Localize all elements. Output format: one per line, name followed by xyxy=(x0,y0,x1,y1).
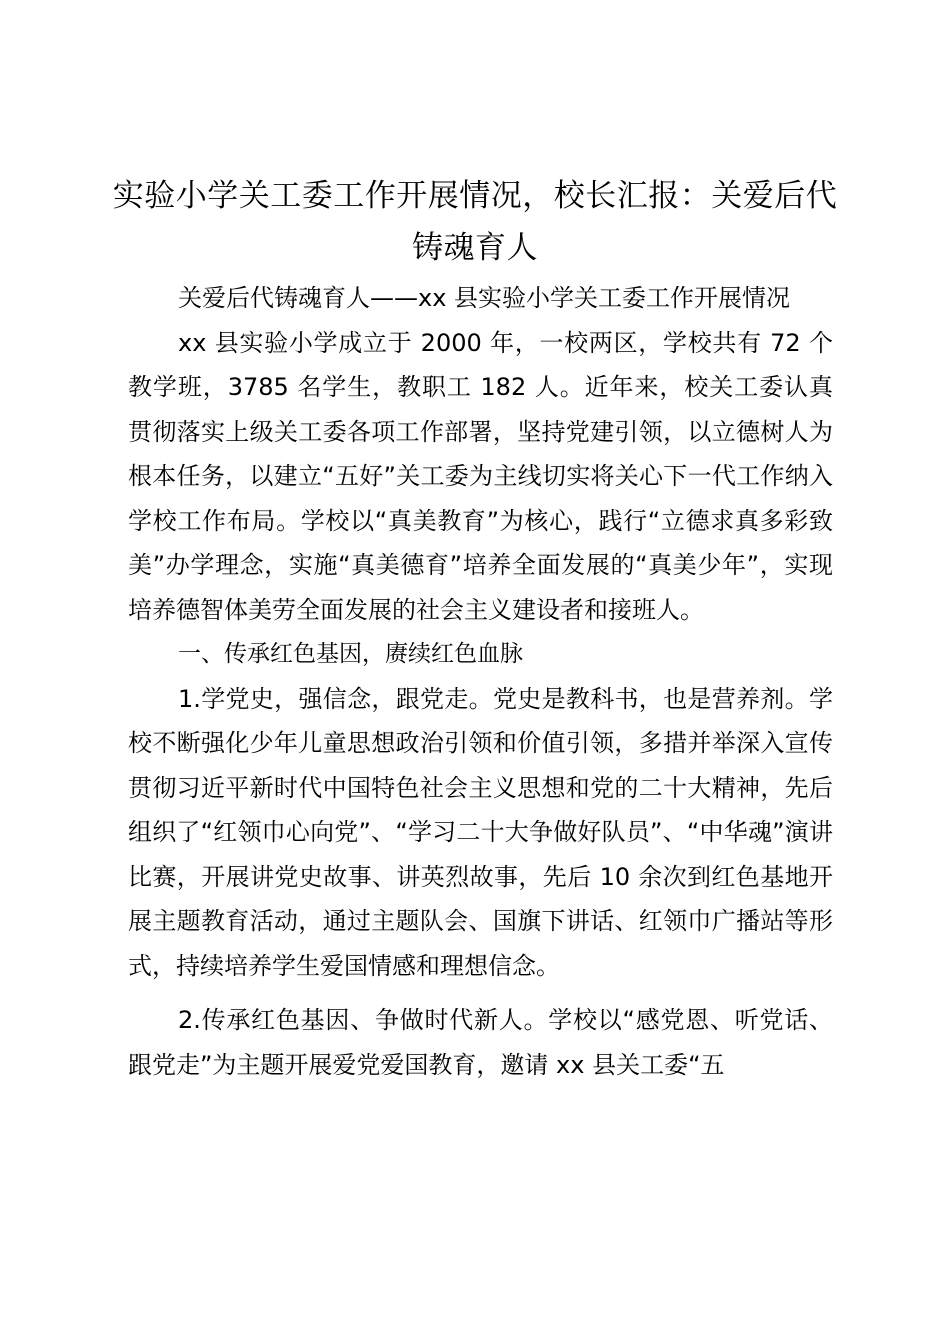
document-title: 实验小学关工委工作开展情况，校长汇报：关爱后代铸魂育人 xyxy=(112,178,838,266)
document-subtitle: 关爱后代铸魂育人——xx 县实验小学关工委工作开展情况 xyxy=(178,284,791,312)
paragraph-intro: xx 县实验小学成立于 2000 年，一校两区，学校共有 72 个教学班，3785 名学生，教职工 182 人。近年来，校关工委认真贯彻落实上级关工委各项工作部署，坚持党建引领，以立德树人为根本任务，以建立“五好”关工委为主线切实将关心下一代工作纳入学校工作布局。学校以“真美教育”为核心，践行“立德求真多彩致美”办学理念，实施“真美德育”培养全面发展的“真美少年”，实现培养德智体美劳全面发展的社会主义建设者和接班人。 xyxy=(128,328,833,624)
document-body xyxy=(128,276,833,1087)
paragraph-point-2: 2.传承红色基因、争做时代新人。学校以“感党恩、听党话、跟党走”为主题开展爱党爱国教育，邀请 xx 县关工委“五 xyxy=(128,1006,833,1079)
section-heading-1: 一、传承红色基因，赓续红色血脉 xyxy=(178,641,523,667)
paragraph-point-1: 1.学党史，强信念，跟党走。党史是教科书，也是营养剂。学校不断强化少年儿童思想政治引领和价值引领，多措并举深入宣传贯彻习近平新时代中国特色社会主义思想和党的二十大精神，先后组织了“红领巾心向党”、“学习二十大争做好队员”、“中华魂”演讲比赛，开展讲党史故事、讲英烈故事，先后 10 余次到红色基地开展主题教育活动，通过主题队会、国旗下讲话、红领巾广播站等形式，持续培养学生爱国情感和理想信念。 xyxy=(128,684,833,980)
